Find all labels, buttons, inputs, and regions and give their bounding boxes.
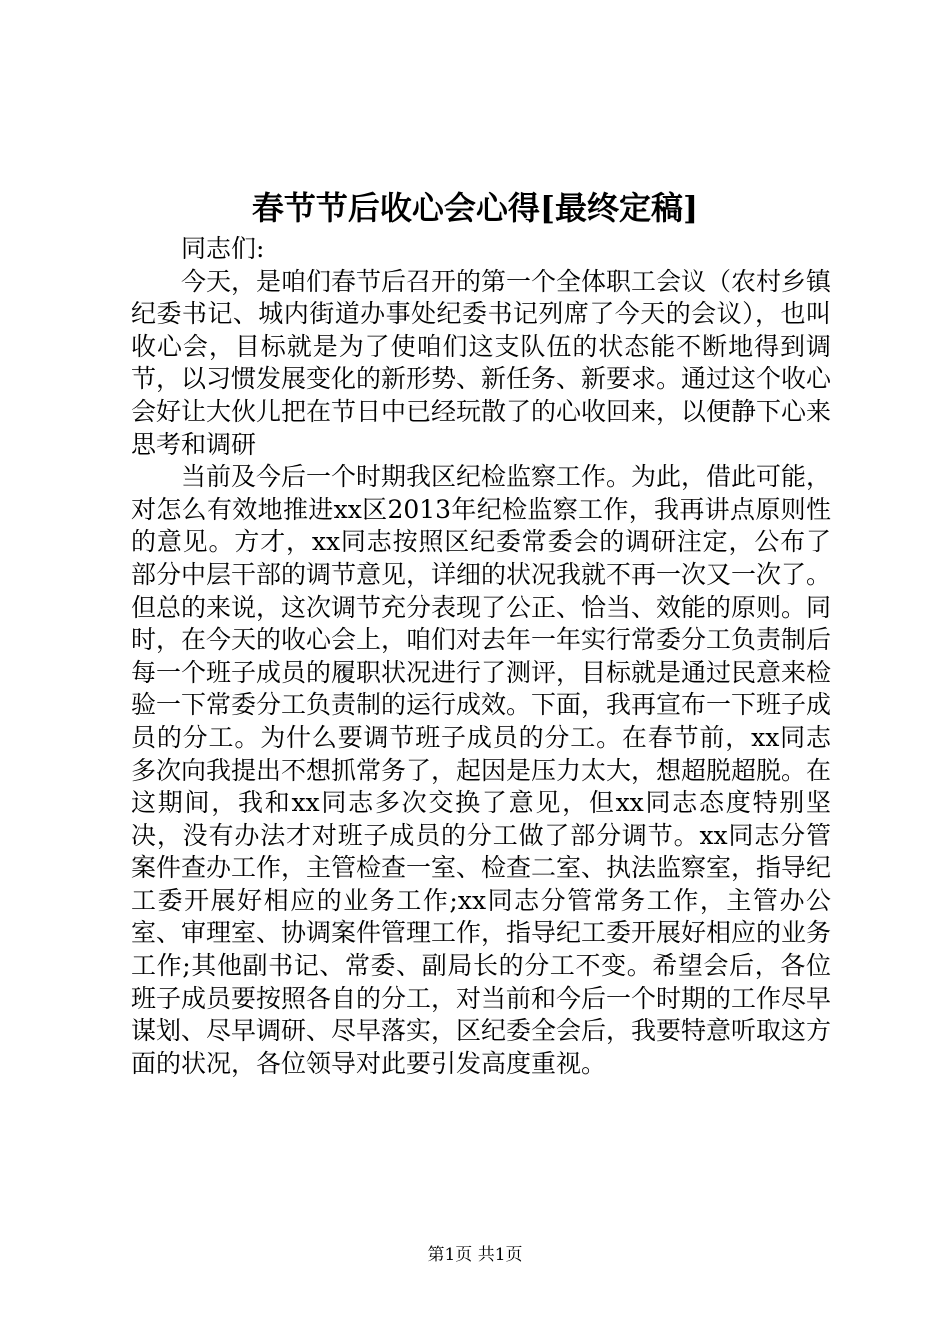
paragraph-1: 今天，是咱们春节后召开的第一个全体职工会议（农村乡镇纪委书记、城内街道办事处纪委书记列席了今天的会议），也叫收心会，目标就是为了使咱们这支队伍的状态能不断地得到调节，以习惯发展变化的新形势、新任务、新要求。通过这个收心会好让大伙儿把在节日中已经玩散了的心收回来，以便静下心来思考和调研 — [131, 266, 832, 459]
paragraph-2: 当前及今后一个时期我区纪检监察工作。为此，借此可能，对怎么有效地推进xx区2013年纪检监察工作，我再讲点原则性的意见。方才，xx同志按照区纪委常委会的调研注定，公布了部分中层干部的调节意见，详细的状况我就不再一次又一次了。但总的来说，这次调节充分表现了公正、恰当、效能的原则。同时，在今天的收心会上，咱们对去年一年实行常委分工负责制后每一个班子成员的履职状况进行了测评，目标就是通过民意来检验一下常委分工负责制的运行成效。下面，我再宣布一下班子成员的分工。为什么要调节班子成员的分工。在春节前，xx同志多次向我提出不想抓常务了，起因是压力太大，想超脱超脱。在这期间，我和xx同志多次交换了意见，但xx同志态度特别坚决，没有办法才对班子成员的分工做了部分调节。xx同志分管案件查办工作，主管检查一室、检查二室、执法监察室，指导纪工委开展好相应的业务工作;xx同志分管常务工作，主管办公室、审理室、协调案件管理工作，指导纪工委开展好相应的业务工作;其他副书记、常委、副局长的分工不变。希望会后，各位班子成员要按照各自的分工，对当前和今后一个时期的工作尽早谋划、尽早调研、尽早落实，区纪委全会后，我要特意听取这方面的状况，各位领导对此要引发高度重视。 — [131, 462, 832, 1078]
page-footer: 第1页 共1页 — [427, 1245, 523, 1265]
document-title: 春节节后收心会心得[最终定稿] — [251, 189, 699, 227]
salutation: 同志们: — [181, 234, 265, 263]
document-body — [131, 233, 831, 1080]
